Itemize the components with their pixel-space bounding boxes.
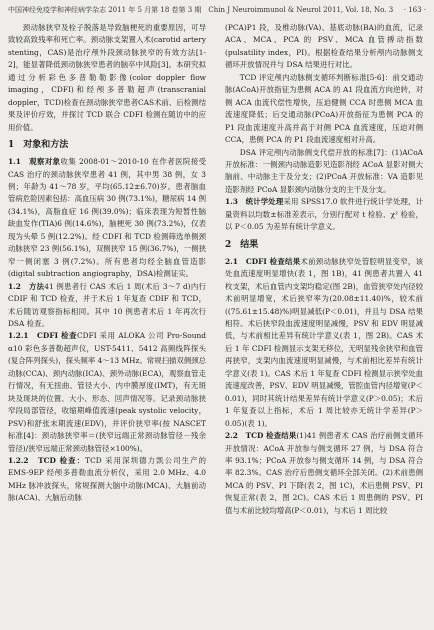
subjects-text: 收集 2008-01～2010-10 在作者医院接受 CAS 治疗的颈动脉狭窄患者 41 例，其中男 38 例，女 3 例；年龄为 41～78 岁，平均(65.12±6.70)岁。患者脑血管病危险因素包括：高血压病 30 例(73.1%)，糖尿病 14 例(34.1%)，高脂血症 16 例(39.0%)；临床表现为短暂性脑缺血发作(TIA)6 例(14.6%)，脑梗死 30 例(73.2%)，仅表现为头晕 5 例(12.2%)。经 CDFI 和 TCD 检测筛选单侧颈动脉狭窄 23 例(56.1%)，双侧狭窄 15 例(36.7%)，一侧狭窄一侧闭塞 3 例(7.2%)。所有患者均经全脑血管造影(digital subtraction angiography，DSA)检测证实。 <box>8 157 206 279</box>
statistics-text: 采用 SPSS17.0 软件进行统计学处理，计量资料以均数±标准差表示，分别行配对 t 检验、χ² 检验，以 P＜0.05 为差异有统计学意义。 <box>225 197 424 232</box>
left-column <box>8 22 206 505</box>
subsection-heading-statistics: 1.3 统计学处理 <box>225 197 284 207</box>
section-heading-methods: 1 对象和方法 <box>8 140 69 151</box>
tcd-criteria-paragraph: TCD 评定颅内动脉侧支循环判断标准[5-6]：前交通动脉(ACoA)开放指征为患侧 ACA 的 A1 段血流方向逆转，对侧 ACA 血流代偿性增快，压迫健侧 CCA 时患侧 MCA 血流速度降低；后交通动脉(PCoA)开放指征为患侧 PCA 的 P1 段血流速度升高并高于对侧 PCA 血流速度，压迫对侧 CCA，患侧 PCA 的 P1 段血流速度相对升高。 <box>225 72 423 145</box>
subsection-heading-tcd-results: 2.2 TCD 检查结果 <box>225 431 297 441</box>
continued-paragraph: (PCA)P1 段，及椎动脉(VA)、基底动脉(BA)的血流，记录 ACA、MCA、PCA 的 PSV、MCA 血管搏动指数(pulsatility index，PI)。根据检查结果分析颅内动脉侧支循环开放情况并与 DSA 结果进行对比。 <box>225 23 423 70</box>
intro-paragraph: 颈动脉狭窄及栓子脱落是导致脑梗死的重要原因，可导致较高致残率和死亡率。颈动脉支架置入术(carotid artery stenting，CAS)是治疗颅外段颈动脉狭窄的有效方法[1-2]，能显著降低颈动脉狭窄患者的脑卒中风险[3]。本研究拟通过分析彩色多普勒勒影像(color doppler flow imaging，CDFI)和经颅多普勒超声(transcranial doppler，TCD)检查在颈动脉狭窄患者CAS术前、后检测结果及评价疗效，并探讨 TCD 联合 CDFI 检测在随访中的应用价值。 <box>8 23 206 132</box>
page-number: · 163 · <box>403 6 426 14</box>
subsection-heading-subjects: 1.1 观察对象 <box>8 157 61 167</box>
methods-text: 41 例患者行 CAS 术后 1 周(术后 3～7 d)内行 CDIF 和 TCD 检查，并于术后 1 年复查 CDIF 和 TCD，术后随访观察指标相同。其中 10 例患者术后 1 年再次行 DSA 检查。 <box>8 281 207 328</box>
cdfi-method-text: CDFI 采用 ALOKA 公司 Pro-Sound α10 彩色多普勒超声仪，UST-5411、5412 高频线阵探头(复合阵列探头)，探头频率 4～13 MHz。常规扫描双侧颈总动脉(CCA)、颈内动脉(ICA)、颈外动脉(ECA)，观察血管走行情况，有无扭曲、管径大小、内中膜厚度(IMT)，有无斑块及斑块的位置、大小、形态、回声情况等。记录颈动脉狭窄段局部管径，收缩期峰值流速(peak systolic velocity，PSV)和舒张末期流速(EDV)，并评价狭窄率(按 NASCET 标准[4]：颈动脉狭窄率＝(狭窄远端正常颈动脉管径－残余管径)/狭窄远端正常颈动脉管径×100%)。 <box>8 331 206 453</box>
running-head <box>8 4 426 16</box>
tcd-method-text: TCD 采用深圳德力凯公司生产的 EMS-9EP 经颅多普勒血流分析仪，采用 2.0 MHz、4.0 MHz 脉冲波探头，常规探测大脑中动脉(MCA)、大脑前动脉(ACA)、大脑后动脉 <box>8 455 206 503</box>
subsection-heading-tcd: 1.2.2 TCD 检查： <box>8 455 86 465</box>
subsection-heading-methods: 1.2 方法 <box>8 281 45 291</box>
section-heading-results: 2 结果 <box>225 239 259 250</box>
subsection-heading-cdfi: 1.2.1 CDFI 检查 <box>8 331 78 341</box>
cdfi-results-text: 术前颈动脉狭窄处管腔明显变窄，该处血流速度明显增快(表 1，图 1B)，41 例患者共置入 41 枚支架，术后血管内支架均稳定(图 2B)，血管狭窄处内径较术前明显增宽，术后狭窄率为(20.08±11.40)%，较术前((75.61±15.48)%)明显减低(P＜0.01)，并且与 DSA 结果相符。术后狭窄段血流速度明显减慢，PSV 和 EDV 明显减低，与术前相比差异有统计学意义(表 1，图 2B)。CAS 术后 1 年 CDFI 检测显示支架无移位，无明显残余狭窄和血管再狭窄，支架内血流速度明显减慢，与术前相比差异有统计学意义(表 1)。CAS 术后 1 年复查 CDFI 检测显示狭窄处血流速度改善，PSV、EDV 明显减慢，管腔血管内径增宽(P＜0.01)，同时其统计结果差异有统计学意义(P＞0.05)；术后 1 年复查以上指标，术后 1 周比较亦无统计学差异(P＞0.05)(表 1)。 <box>225 256 423 428</box>
journal-header: 中国神经免疫学和神经病学杂志 2011 年 5 月第 18 卷第 3 期 Chin J Neuroimmunol & Neurol 2011, Vol. 18, No. 3 <box>8 6 394 14</box>
subsection-heading-cdfi-results: 2.1 CDFI 检查结果 <box>225 256 301 266</box>
right-column <box>225 22 423 517</box>
dsa-criteria-paragraph: DSA 评定颅内动脉侧支代偿开放的标准[7]：(1)ACoA 开放标准：一侧颈内动脉造影见造影剂经 ACoA 显影对侧大脑前、中动脉主干及分支；(2)PCoA 开放标准：VA 造影见造影剂经 PCoA 显影颈内动脉分支的主干及分支。 <box>225 147 423 194</box>
tcd-results-text: (1)41 例患者术 CAS 治疗前侧支循环开放情况：ACoA 开放参与侧支循环 27 例，与 DSA 符合率 93.1%；PCoA 开放参与侧支循环 14 例，与 DSA 符合率 82.3%。CAS 治疗后患侧支循环全部关闭。(2)术前患侧 MCA 的 PSV、PI 下降(表 2，图 1C)，术后患侧 PSV、PI 恢复正常(表 2，图 2C)。CAS 术后 1 周患侧的 PSV、PI 值与术前比较均增高(P＜0.01)，与术后 1 周比较 <box>225 431 423 515</box>
